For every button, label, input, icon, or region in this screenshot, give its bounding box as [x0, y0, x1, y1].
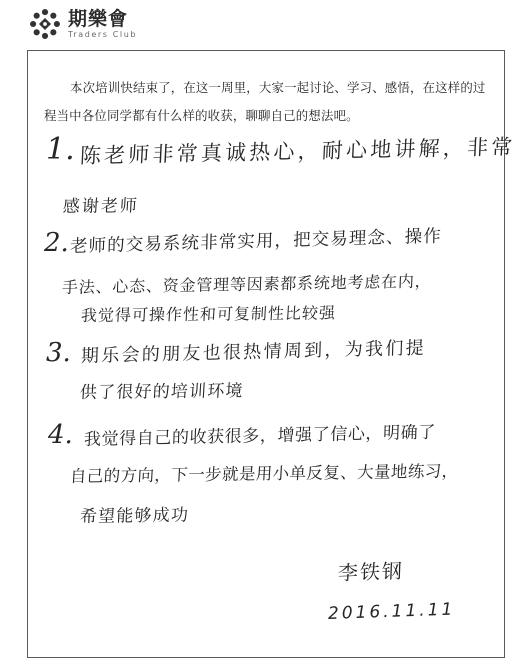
- brand-subtitle: Traders Club: [68, 29, 138, 39]
- signature: 李铁钢: [337, 558, 405, 586]
- answer-3-number: 3.: [46, 338, 71, 368]
- brand-name: 期樂會: [68, 7, 129, 30]
- answer-4-number: 4.: [48, 420, 73, 450]
- signature-date: 2016.11.11: [327, 599, 456, 624]
- answer-1-line-2: 感谢老师: [62, 196, 140, 218]
- traders-club-logo-icon: [28, 7, 62, 41]
- answer-4-line-2: 自己的方向，下一步就是用小单反复、大量地练习，: [69, 461, 460, 487]
- answer-3-line-1: 期乐会的朋友也很热情周到，为我们提: [80, 337, 427, 368]
- answer-4-line-1: 我觉得自己的收获很多，增强了信心，明确了: [83, 422, 437, 451]
- prompt-text: 本次培训快结束了，在这一周里，大家一起讨论、学习、感悟，在这样的过程当中各位同学都有什么样的收获，聊聊自己的想法吧。: [44, 80, 486, 123]
- brand: [68, 9, 137, 40]
- answer-2-line-3: 我觉得可操作性和可复制性比较强: [80, 303, 337, 326]
- header: [28, 4, 137, 44]
- answer-2-number: 2.: [44, 228, 69, 258]
- answer-1-number: 1.: [46, 132, 75, 167]
- answer-1-line-1: 陈老师非常真诚热心，耐心地讲解，非常: [79, 134, 517, 169]
- answer-2-line-2: 手法、心态、资金管理等因素都系统地考虑在内，: [61, 271, 432, 298]
- answer-4-line-3: 希望能够成功: [79, 505, 190, 528]
- answer-2-line-1: 老师的交易系统非常实用，把交易理念、操作: [69, 226, 443, 258]
- answer-3-line-2: 供了很好的培训环境: [79, 381, 245, 404]
